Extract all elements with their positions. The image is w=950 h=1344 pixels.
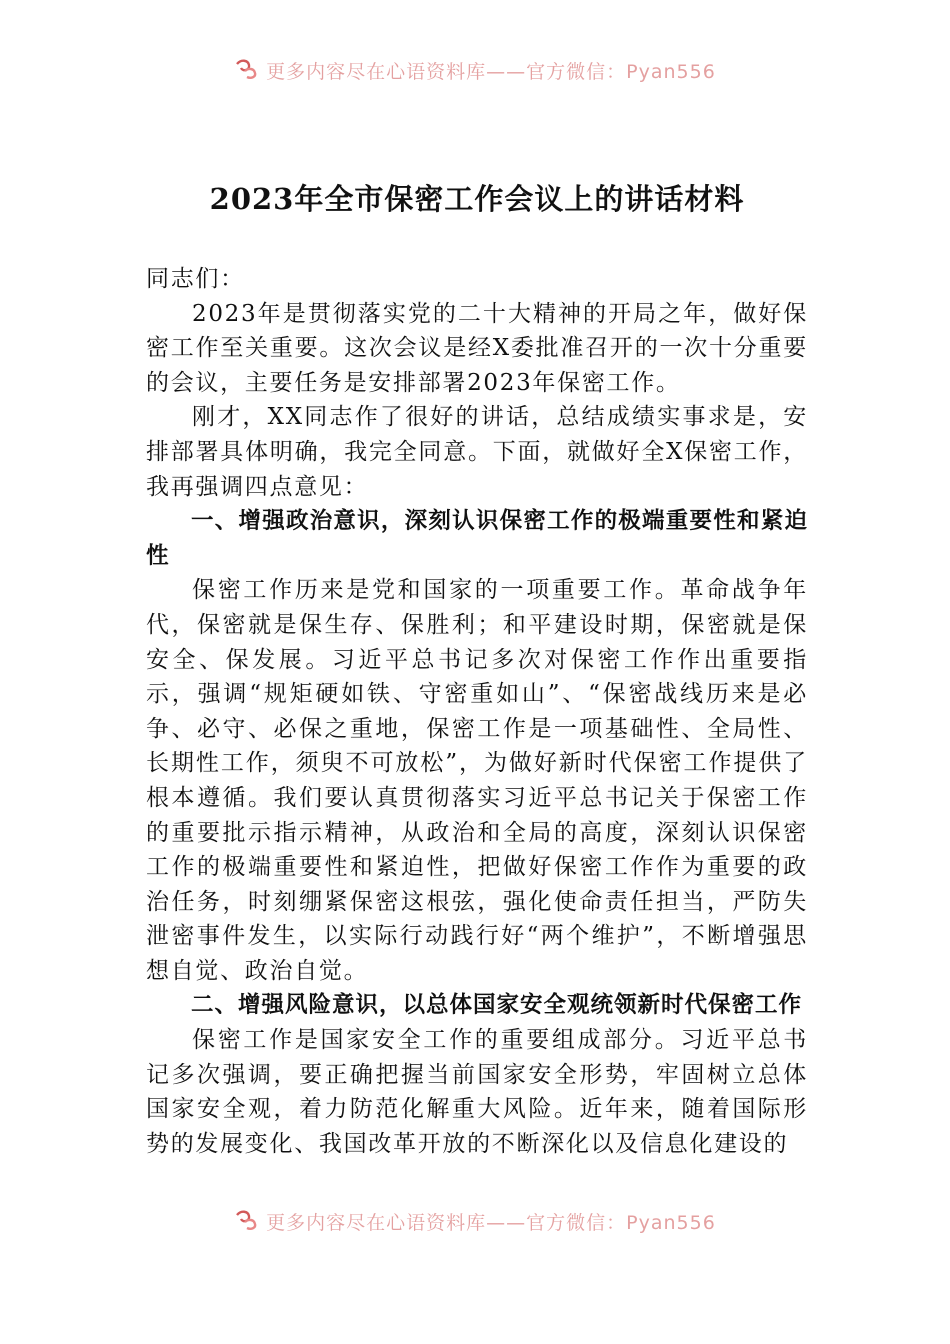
section-body: 保密工作是国家安全工作的重要组成部分。习近平总书记多次强调，要正确把握当前国家安全形势，牢固树立总体国家安全观，着力防范化解重大风险。近年来，随着国际形势的发展变化、我国改革开放的不断深化以及信息化建设的 (146, 1027, 808, 1157)
watermark-bottom (0, 1209, 950, 1235)
section-body: 保密工作历来是党和国家的一项重要工作。革命战争年代，保密就是保生存、保胜利；和平建设时期，保密就是保安全、保发展。习近平总书记多次对保密工作作出重要指示，强调“规矩硬如铁、守密重如山”、“保密战线历来是必争、必守、必保之重地，保密工作是一项基础性、全局性、长期性工作，须臾不可放松”，为做好新时代保密工作提供了根本遵循。我们要认真贯彻落实习近平总书记关于保密工作的重要批示指示精神，从政治和全局的高度，深刻认识保密工作的极端重要性和紧迫性，把做好保密工作作为重要的政治任务，时刻绷紧保密这根弦，强化使命责任担当，严防失泄密事件发生，以实际行动践行好“两个维护”，不断增强思想自觉、政治自觉。 (146, 577, 808, 984)
watermark-text: 更多内容尽在心语资料库——官方微信：Pyan556 (266, 61, 716, 83)
watermark-logo-icon (234, 58, 258, 84)
document-page (146, 170, 808, 1161)
watermark-text: 更多内容尽在心语资料库——官方微信：Pyan556 (266, 1212, 716, 1234)
salutation: 同志们： (146, 266, 245, 292)
section-heading: 二、增强风险意识，以总体国家安全观统领新时代保密工作 (191, 992, 803, 1019)
watermark-top (0, 58, 950, 84)
document-title: 2023年全市保密工作会议上的讲话材料 (209, 182, 745, 216)
section-heading: 一、增强政治意识，深刻认识保密工作的极端重要性和紧迫性 (146, 508, 808, 569)
watermark-logo-icon (234, 1209, 258, 1235)
intro-paragraph: 刚才，XX同志作了很好的讲话，总结成绩实事求是，安排部署具体明确，我完全同意。下面，就做好全X保密工作，我再强调四点意见： (146, 404, 808, 500)
intro-paragraph: 2023年是贯彻落实党的二十大精神的开局之年，做好保密工作至关重要。这次会议是经X委批准召开的一次十分重要的会议，主要任务是安排部署2023年保密工作。 (146, 300, 808, 396)
